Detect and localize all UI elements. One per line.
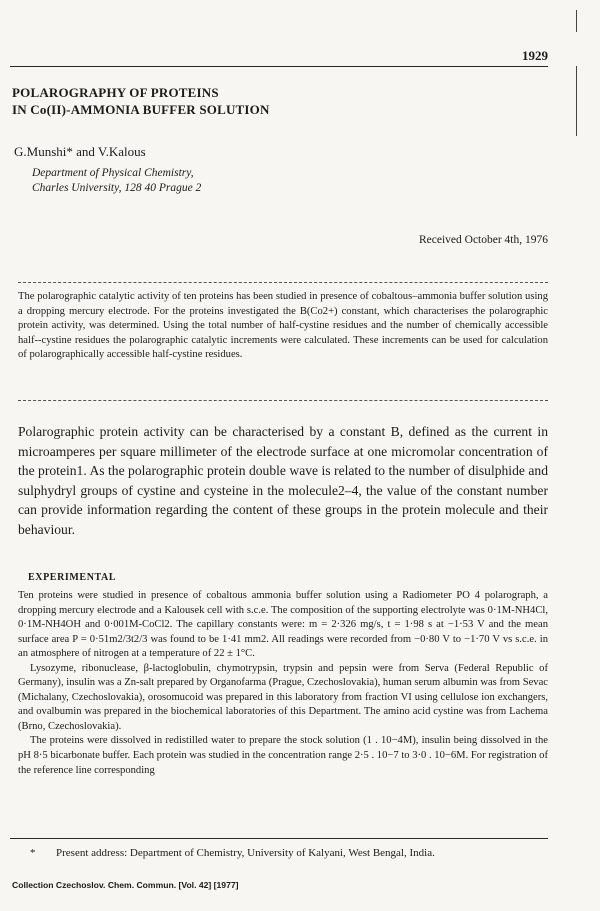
abstract: The polarographic catalytic activity of ten proteins has been studied in presence of cobaltous–ammonia buffer solution using a dropping mercury electrode. For the proteins investigated the B(Co2+) constant, which characterises the polarographic protein activity, was determined. Using the total number of half-cystine residues and the number of chemically accessible half--cystine residues the polarographic catalytic increments were calculated. These increments can be used for calculation of polarographically accessible half-cystine residues.: [18, 291, 548, 361]
footnote: [30, 847, 435, 859]
experimental-paragraph-3: The proteins were dissolved in redistilled water to prepare the stock solution (1 . 10−4M), insulin being dissolved in the pH 8·5 bicarbonate buffer. Each protein was studied in the concentration range 2·5 . 10−7 to 3·0 . 10−6M. For registration of the reference line corresponding: [18, 735, 548, 776]
experimental-text: [18, 589, 548, 778]
intro-paragraph: Polarographic protein activity can be characterised by a constant B, defined as the current in microamperes per square millimeter of the electrode surface at one micromolar concentration of the protein1. As the polarographic protein double wave is related to the number of disulphide and sulphydryl groups of cystine and cysteine in the molecule2–4, the value of the constant number can provide information regarding the content of these groups in the protein molecule and their behaviour.: [18, 424, 548, 537]
title-line-1: POLAROGRAPHY OF PROTEINS: [12, 85, 219, 100]
journal-citation: Collection Czechoslov. Chem. Commun. [Vol. 42] [1977]: [12, 880, 239, 890]
page-edge-mark-top: [576, 10, 577, 32]
article-title: [12, 84, 552, 118]
page-edge-mark-mid: [576, 66, 577, 136]
footnote-mark: *: [30, 847, 36, 859]
affiliation: [32, 166, 201, 196]
abstract-top-rule: [18, 282, 548, 283]
footnote-text: Present address: Department of Chemistry, University of Kalyani, West Bengal, India.: [56, 847, 435, 859]
header-rule: [10, 66, 548, 67]
footnote-rule: [10, 838, 548, 839]
affiliation-line-2: Charles University, 128 40 Prague 2: [32, 182, 202, 194]
abstract-bottom-rule: [18, 400, 548, 401]
section-heading-experimental: EXPERIMENTAL: [28, 572, 117, 583]
experimental-paragraph-2: Lysozyme, ribonuclease, β-lactoglobulin, chymotrypsin, trypsin and pepsin were from Serva (Federal Republic of Germany), insulin was a Zn-salt prepared by Organofarma (Prague, Czechoslovakia), human serum albumin was from Sevac (Michalany, Czechoslovakia), orosomucoid was prepared in this laboratory from fraction VI using cellulose ion exchangers, and ovalbumin was prepared in the biochemical laboratories of this Department. The amino acid cystine was from Lachema (Brno, Czechoslovakia).: [18, 662, 548, 732]
page-number: 1929: [522, 48, 548, 63]
received-date: Received October 4th, 1976: [418, 234, 548, 246]
authors: G.Munshi* and V.Kalous: [14, 144, 146, 159]
title-line-2: IN Co(II)-AMMONIA BUFFER SOLUTION: [12, 102, 270, 117]
affiliation-line-1: Department of Physical Chemistry,: [32, 167, 194, 179]
experimental-paragraph-1: Ten proteins were studied in presence of cobaltous ammonia buffer solution using a Radiometer PO 4 polarograph, a dropping mercury electrode and a Kalousek cell with s.c.e. The composition of the supporting electrolyte was 0·1M-NH4Cl, 0·1M-NH4OH and 0·001M-CoCl2. The capillary constants were: m = 2·326 mg/s, t = 1·98 s at −1·53 V and the mean surface area P = 0·51m2/3t2/3 was found to be 1·41 mm2. All readings were recorded from −0·80 V to −1·70 V vs s.c.e. in an atmosphere of nitrogen at a temperature of 22 ± 1°C.: [18, 590, 548, 660]
